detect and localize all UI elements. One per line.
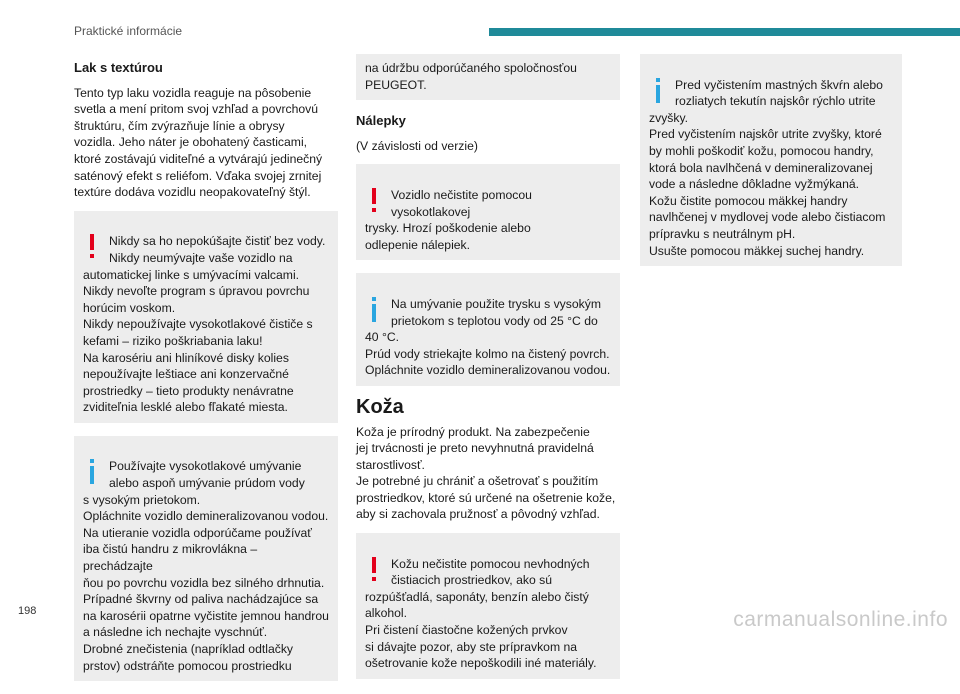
header-accent-bar	[489, 28, 960, 36]
info-text: Na umývanie použite trysku s vysokým prietokom s teplotou vody od 25 °C do 40 °C. Prúd vody striekajte kolmo na čistený povrch. Opláchnite vozidlo demineralizovanou vodou.	[365, 296, 611, 378]
page-number: 198	[18, 605, 37, 617]
section-heading-stickers: Nálepky	[356, 113, 406, 129]
column-1	[74, 54, 338, 694]
warning-icon	[365, 557, 385, 583]
warning-icon	[83, 234, 103, 260]
info-icon	[649, 78, 669, 104]
warning-icon	[365, 188, 385, 214]
warning-box-stickers	[356, 164, 620, 260]
paragraph-leather: Koža je prírodný produkt. Na zabezpečenie jej trvácnosti je preto nevyhnutná pravidelná starostlivosť. Je potrebné ju chrániť a ošetrovať s použitím prostriedkov, ktoré sú určené na ošetrenie kože, aby si zachovala pružnosť a pôvodný vzhľad.	[356, 424, 616, 522]
column-2	[356, 54, 620, 692]
version-note: (V závislosti od verzie)	[356, 138, 478, 153]
info-text: Používajte vysokotlakové umývanie alebo aspoň umývanie prúdom vody s vysokým prietokom. Opláchnite vozidlo demineralizovanou vodou. Na utieranie vozidla odporúčame používať iba čistú handru z mikrovlákna – prechádzajte ňou po povrchu vozidla bez silného drhnutia. Prípadné škvrny od paliva nachádzajúce sa na karosérii opatrne vyčistite jemnou handrou a následne ich nechajte vyschnúť. Drobné znečistenia (napríklad odtlačky prstov) odstráňte pomocou prostriedku	[83, 459, 329, 673]
warning-box-leather	[356, 533, 620, 679]
warning-box	[74, 211, 338, 423]
info-icon	[83, 459, 103, 485]
paragraph-textured-paint: Tento typ laku vozidla reaguje na pôsobenie svetla a mení pritom svoj vzhľad a povrchovú štruktúru, čím zvýrazňuje línie a obrysy vozidla. Jeho náter je obohatený časticami, ktoré zostávajú viditeľné a vytvárajú jedinečný saténový efekt s reliéfom. Vďaka svojej zrnitej textúre dodáva vozidlu neopakovateľný štýl.	[74, 85, 323, 200]
warning-text: Kožu nečistite pomocou nevhodných čistiacich prostriedkov, ako sú rozpúšťadlá, saponáty, benzín alebo čistý alkohol. Pri čistení čiastočne kožených prvkov si dávajte pozor, aby ste prípravkom na ošetrovanie kože nepoškodili iné materiály.	[365, 556, 597, 671]
section-title-leather: Koža	[356, 395, 404, 418]
info-box	[74, 436, 338, 681]
info-box-stickers	[356, 273, 620, 386]
column-3	[640, 54, 902, 279]
warning-text: Nikdy sa ho nepokúšajte čistiť bez vody. Nikdy neumývajte vaše vozidlo na automatickej linke s umývacími valcami. Nikdy nevoľte program s úpravou povrchu horúcim voskom. Nikdy nepoužívajte vysokotlakové čističe s kefami – riziko poškriabania laku! Na karosériu ani hliníkové disky kolies nepoužívajte leštiace ani konzervačné prostriedky – tieto produkty nenávratne zviditeľnia lesklé alebo fľakaté miesta.	[83, 234, 326, 415]
section-heading-textured-paint: Lak s textúrou	[74, 60, 163, 75]
running-header: Praktické informácie	[74, 24, 183, 38]
info-text: Pred vyčistením mastných škvŕn alebo rozliatych tekutín najskôr rýchlo utrite zvyšky. Pred vyčistením najskôr utrite zvyšky, ktoré by mohli poškodiť kožu, pomocou handry, ktorá bola navlhčená v demineralizovanej vode a následne dôkladne vyžmýkaná. Kožu čistite pomocou mäkkej handry navlhčenej v mydlovej vode alebo čistiacom prípravku s neutrálnym pH. Usušte pomocou mäkkej suchej handry.	[649, 77, 886, 258]
info-box-leather	[640, 54, 902, 266]
warning-text: Vozidlo nečistite pomocou vysokotlakovej trysky. Hrozí poškodenie alebo odlepenie nálepiek.	[365, 187, 532, 252]
info-icon	[365, 297, 385, 323]
watermark-text: carmanualsonline.info	[733, 608, 948, 631]
continued-info-box	[356, 54, 620, 100]
continued-text: na údržbu odporúčaného spoločnosťou PEUGEOT.	[365, 61, 577, 92]
